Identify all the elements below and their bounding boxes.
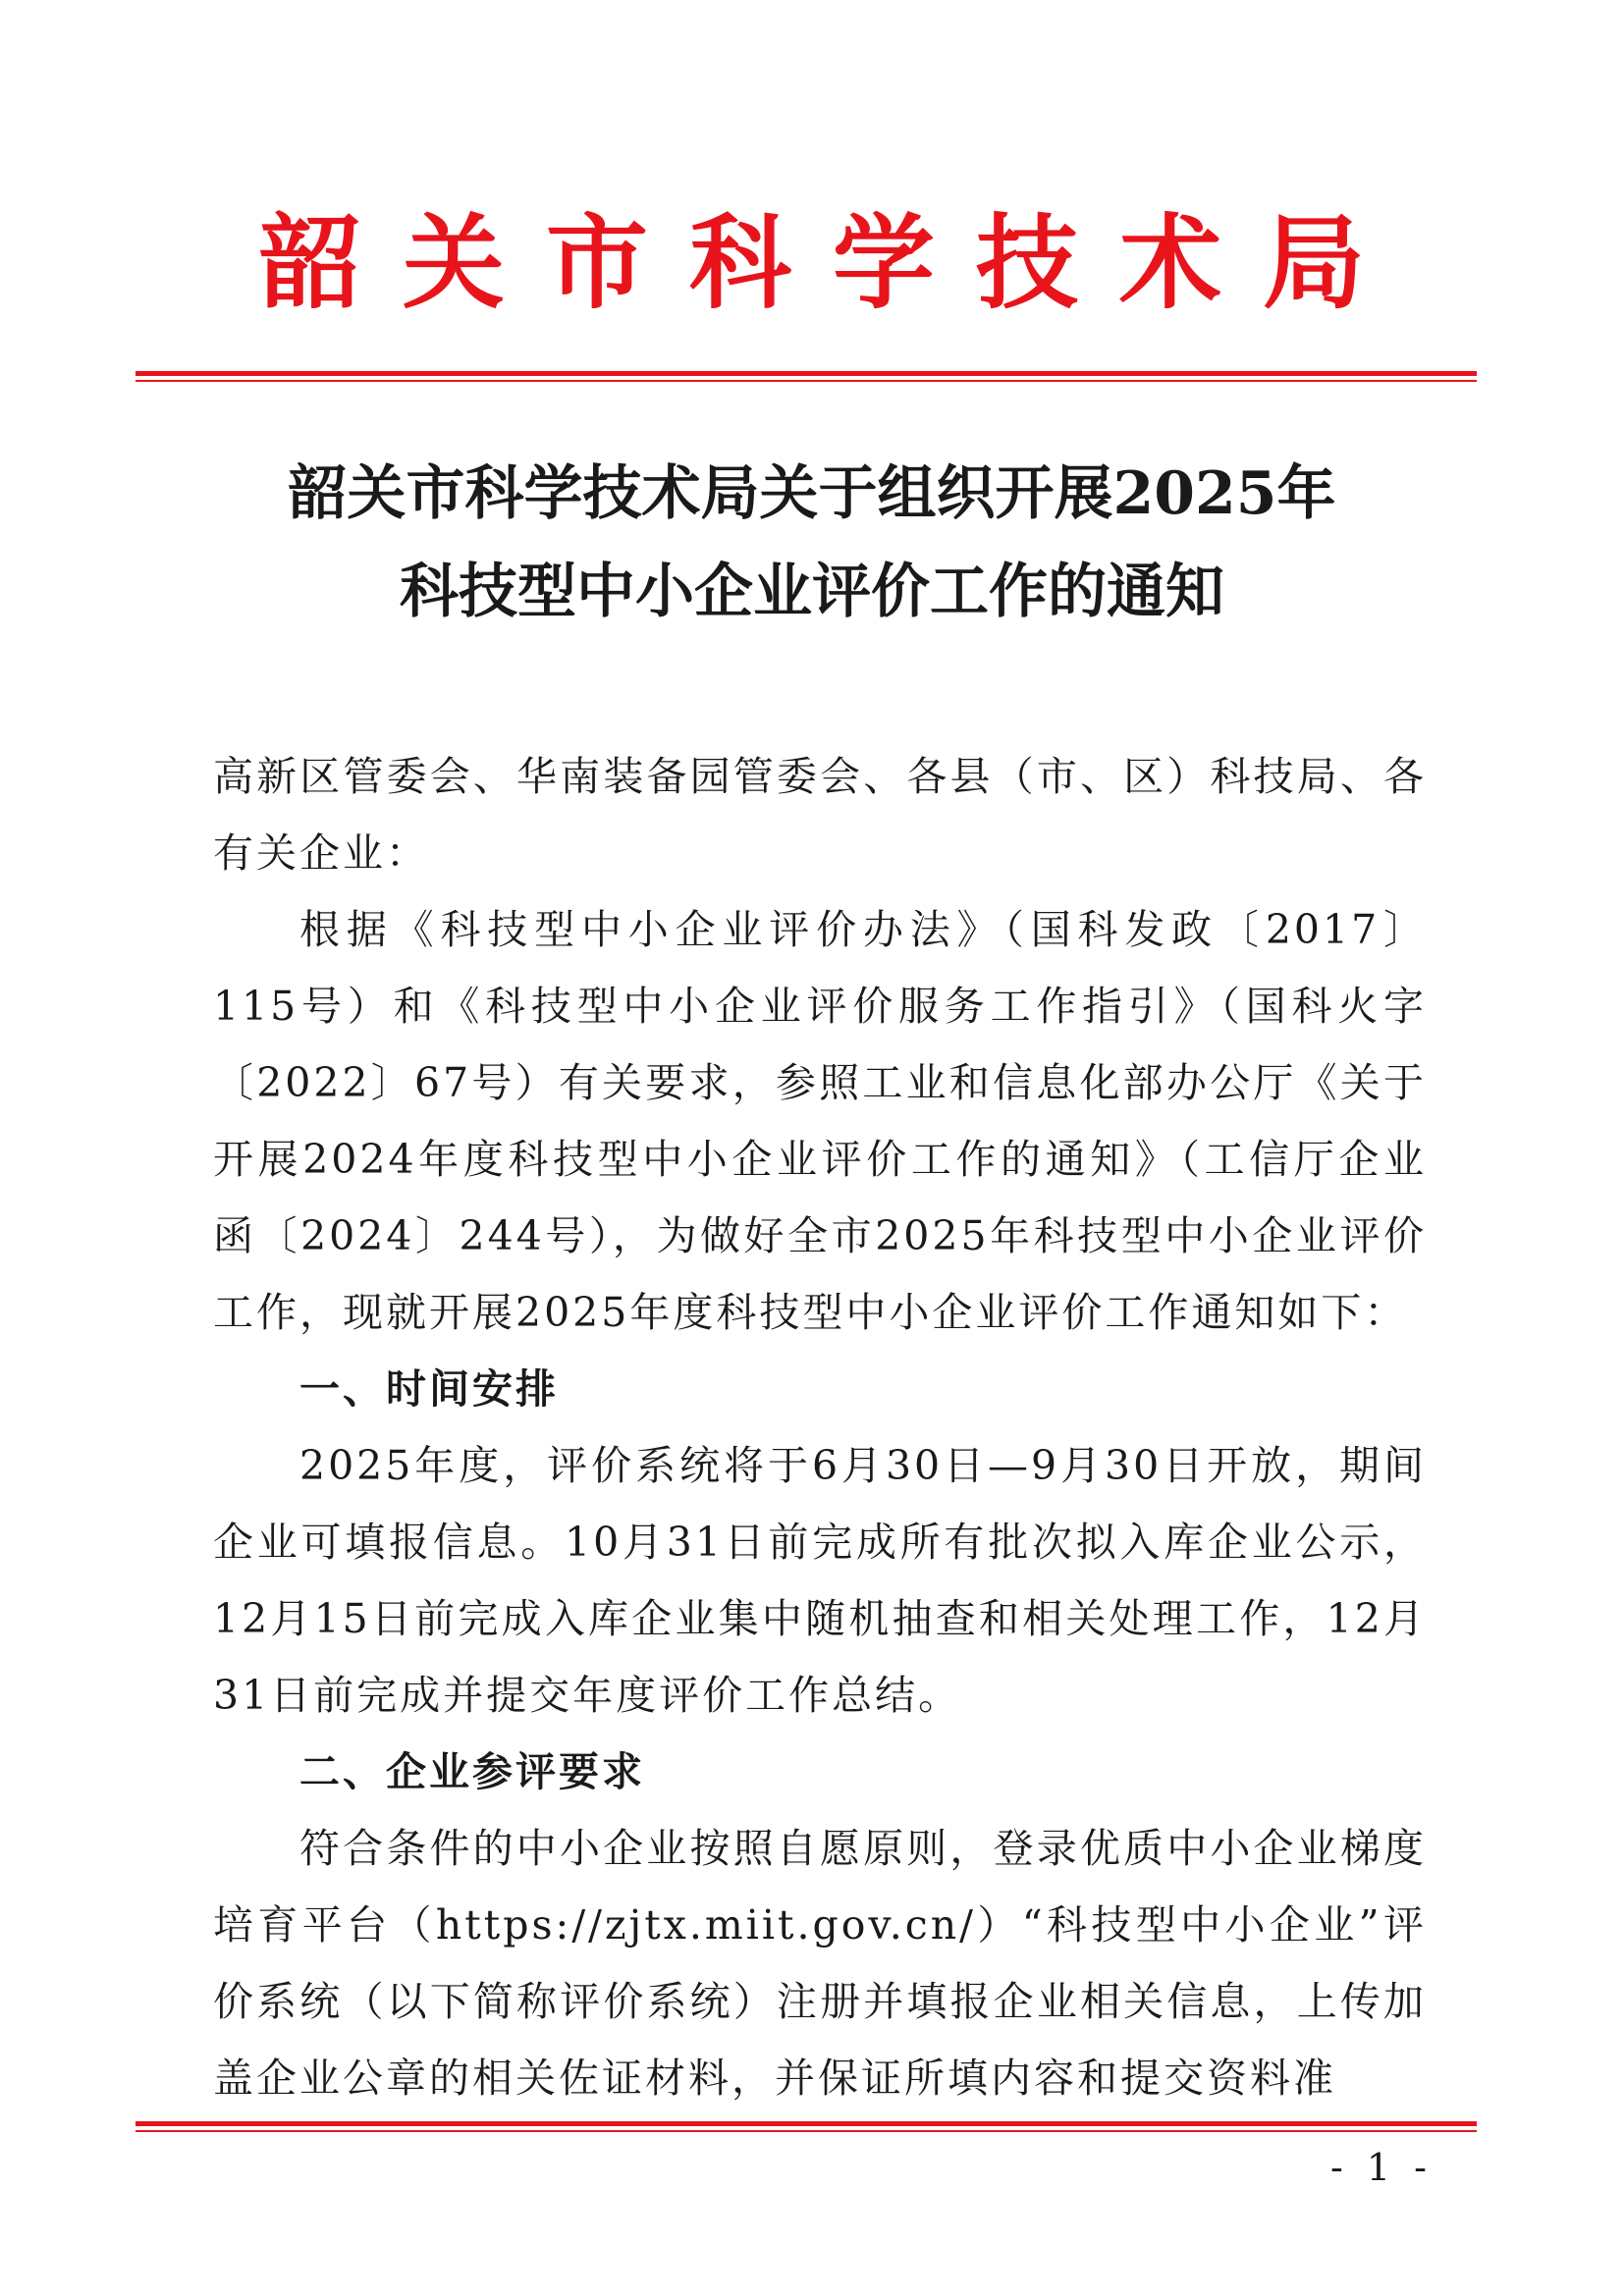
- footer-rule-thin-line: [135, 2130, 1477, 2132]
- section-1-paragraph: 2025年度，评价系统将于6月30日—9月30日开放，期间企业可填报信息。10月31日前完成所有批次拟入库企业公示，12月15日前完成入库企业集中随机抽查和相关处理工作，12月31日前完成并提交年度评价工作总结。: [213, 1442, 1427, 1719]
- header-rule-thick-line: [135, 371, 1477, 376]
- document-body: [213, 738, 1427, 2116]
- intro-paragraph: 根据《科技型中小企业评价办法》（国科发政〔2017〕115号）和《科技型中小企业评价服务工作指引》（国科火字〔2022〕67号）有关要求，参照工业和信息化部办公厅《关于开展2024年度科技型中小企业评价工作的通知》（工信厅企业函〔2024〕244号），为做好全市2025年科技型中小企业评价工作，现就开展2025年度科技型中小企业评价工作通知如下：: [213, 906, 1427, 1336]
- header-rule-thin-line: [135, 380, 1477, 382]
- document-title-line-2: 科技型中小企业评价工作的通知: [400, 558, 1224, 626]
- issuing-organization-header: 韶关市科学技术局: [258, 202, 1406, 323]
- document-title-line-1: 韶关市科学技术局关于组织开展2025年: [288, 459, 1336, 528]
- footer-rule-thick-line: [135, 2121, 1477, 2126]
- footer-red-double-rule: [135, 2121, 1477, 2135]
- section-2-paragraph: 符合条件的中小企业按照自愿原则，登录优质中小企业梯度培育平台（https://zjtx.miit.gov.cn/）“科技型中小企业”评价系统（以下简称评价系统）注册并填报企业相关信息，上传加盖企业公章的相关佐证材料，并保证所填内容和提交资料准: [213, 1825, 1427, 2102]
- section-2-heading: 二、企业参评要求: [299, 1748, 645, 1795]
- section-1-heading: 一、时间安排: [299, 1365, 559, 1413]
- addressee-paragraph: 高新区管委会、华南装备园管委会、各县（市、区）科技局、各有关企业：: [213, 753, 1427, 877]
- page-number: - 1 -: [1329, 2146, 1433, 2189]
- header-red-double-rule: [135, 371, 1477, 385]
